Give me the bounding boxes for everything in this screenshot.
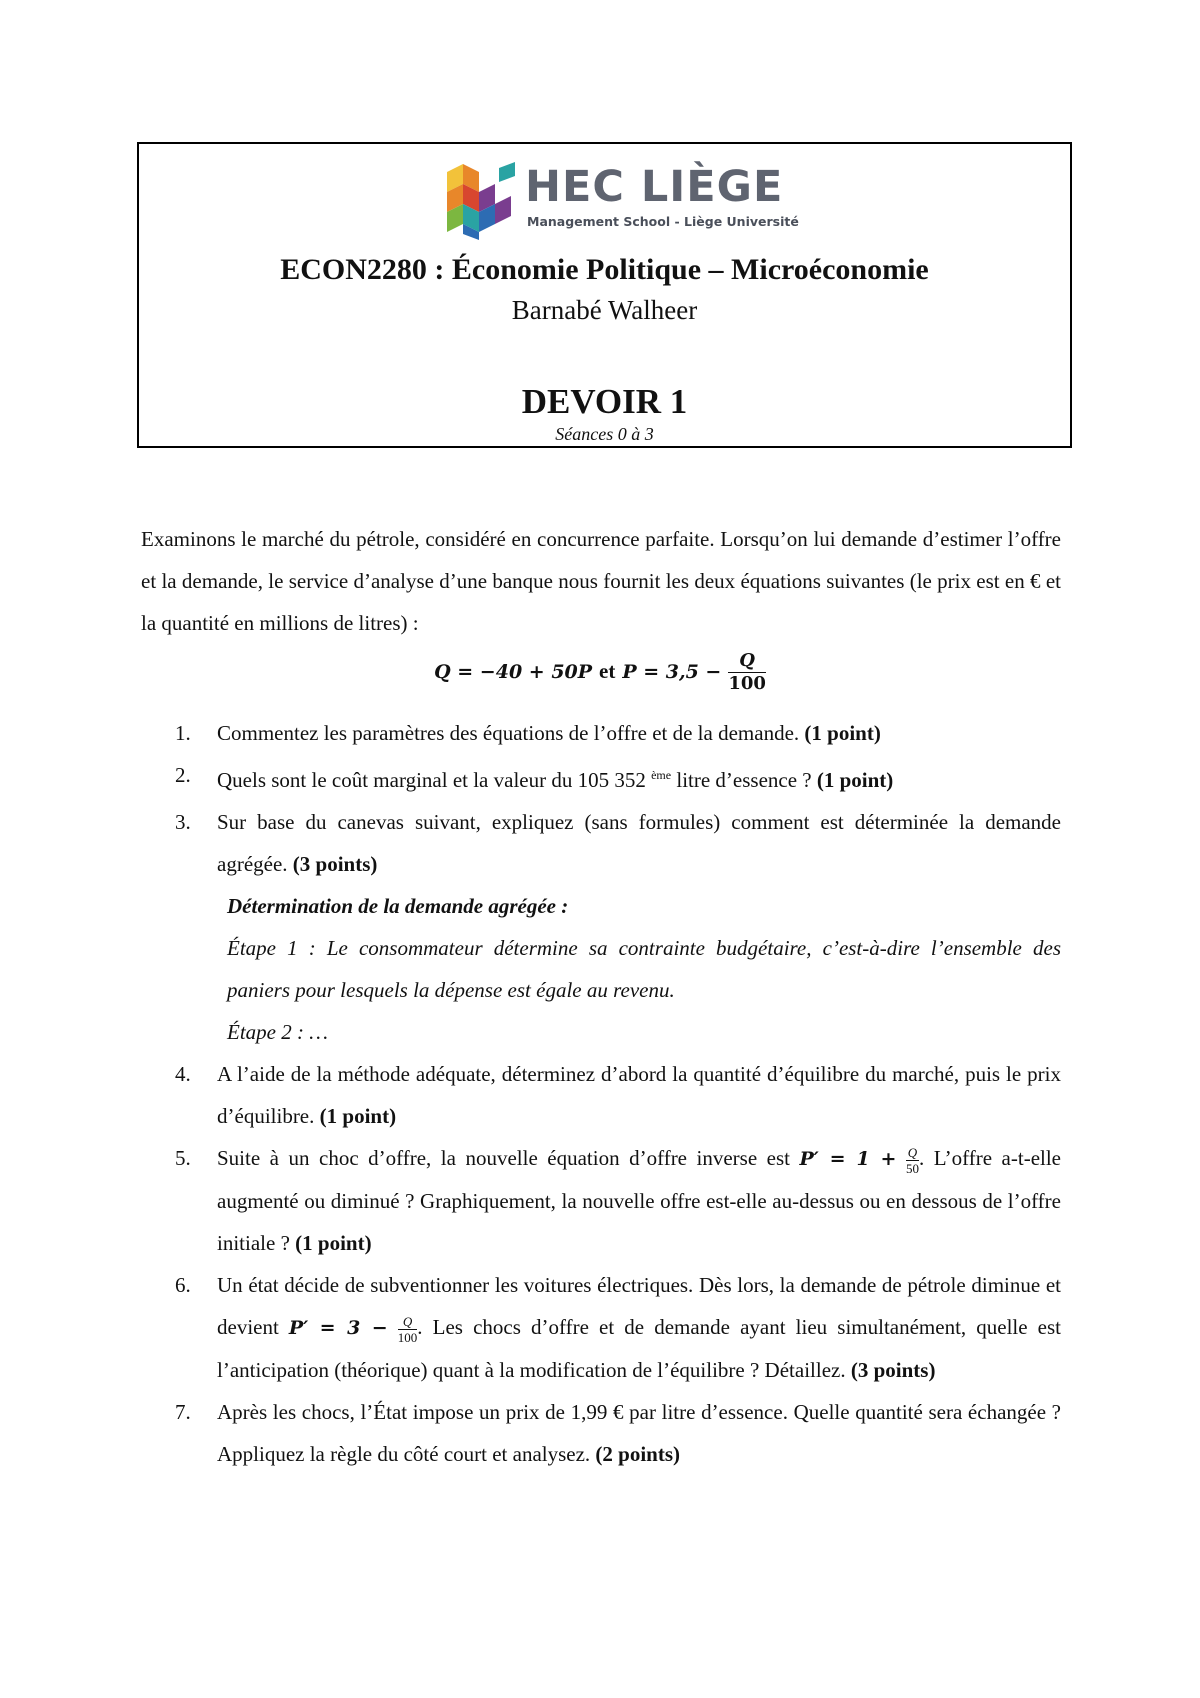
question-item xyxy=(141,1264,1061,1391)
question-points: (2 points) xyxy=(595,1442,681,1466)
question-text: Commentez les paramètres des équations de l’offre et de la demande. xyxy=(217,721,800,745)
question-list xyxy=(141,712,1061,1475)
question-number: 6. xyxy=(175,1273,191,1297)
assignment-subtitle: Séances 0 à 3 xyxy=(555,424,654,444)
new-demand-equation: P′ = 3 − xyxy=(288,1317,388,1339)
hec-liege-logo xyxy=(447,162,799,240)
question-points: (3 points) xyxy=(850,1358,936,1382)
fraction-denominator: 100 xyxy=(397,1329,418,1345)
intro-paragraph: Examinons le marché du pétrole, considéré en concurrence parfaite. Lorsqu’on lui demande d’estimer l’offre et la demande, le service d’analyse d’une banque nous fournit les deux équations suivantes (le prix est en € et la quantité en millions de litres) : xyxy=(141,527,1061,635)
question-text: Suite à un choc d’offre, la nouvelle équation d’offre inverse est xyxy=(217,1146,790,1170)
question-number: 4. xyxy=(175,1062,191,1086)
fraction-numerator: Q xyxy=(739,650,755,671)
canevas-step-1 xyxy=(227,927,1061,1011)
question-points: (1 point) xyxy=(804,721,881,745)
question-item xyxy=(141,801,1061,1053)
question-points: (1 point) xyxy=(295,1231,372,1255)
question-text-cont: litre d’essence ? xyxy=(676,768,812,792)
step-2-label: Étape 2 : xyxy=(227,1020,304,1044)
canevas-heading: Détermination de la demande agrégée : xyxy=(227,894,569,918)
canevas-block xyxy=(217,885,1061,1053)
question-item xyxy=(141,754,1061,801)
logo-name: HEC LIÈGE xyxy=(525,162,784,212)
fraction-denominator: 50 xyxy=(905,1160,919,1176)
question-text: Sur base du canevas suivant, expliquez (sans formules) comment est déterminée la demande agrégée. xyxy=(217,810,1061,876)
new-supply-fraction xyxy=(906,1145,919,1176)
header-box xyxy=(137,142,1072,448)
question-text-cont: . Les chocs d’offre et de demande ayant lieu simultanément, quelle est l’anticipation (théorique) quant à la modification de l’équilibre ? Détaillez. xyxy=(217,1315,1062,1382)
assignment-title: DEVOIR 1 xyxy=(521,382,688,421)
supply-equation: Q = −40 + 50P xyxy=(434,661,593,683)
hec-logo-mark-icon xyxy=(447,162,523,240)
logo-tagline: Management School - Liège Université xyxy=(527,214,799,229)
question-text-cont: . L’offre a-t-elle augmenté ou diminué ? Graphiquement, la nouvelle offre est-elle au-dessus ou en dessous de l’offre initiale ? xyxy=(217,1146,1062,1255)
step-1-text: Le consommateur détermine sa contrainte budgétaire, c’est-à-dire l’ensemble des paniers pour lesquels la dépense est égale au revenu. xyxy=(227,936,1061,1002)
question-item xyxy=(141,1391,1061,1475)
ordinal-superscript: ème xyxy=(651,768,672,782)
new-demand-fraction xyxy=(398,1314,418,1345)
step-1-label: Étape 1 : xyxy=(227,936,316,960)
question-number: 7. xyxy=(175,1400,191,1424)
fraction-numerator: Q xyxy=(907,1144,918,1160)
author-name: Barnabé Walheer xyxy=(511,295,698,325)
question-text: Après les chocs, l’État impose un prix de 1,99 € par litre d’essence. Quelle quantité sera échangée ? Appliquez la règle du côté court et analysez. xyxy=(217,1400,1061,1466)
question-points: (1 point) xyxy=(816,768,894,792)
equation-connector: et xyxy=(599,659,616,683)
question-points: (1 point) xyxy=(319,1104,397,1128)
demand-equation: P = 3,5 − xyxy=(622,661,722,683)
question-text: Un état décide de subventionner les voitures électriques. Dès lors, la demande de pétrole diminue et devient xyxy=(217,1273,1061,1339)
new-supply-equation: P′ = 1 + xyxy=(799,1148,897,1170)
fraction-denominator: 100 xyxy=(728,673,766,694)
question-item xyxy=(141,1053,1061,1137)
question-text: A l’aide de la méthode adéquate, déterminez d’abord la quantité d’équilibre du marché, puis le prix d’équilibre. xyxy=(217,1062,1061,1128)
demand-fraction xyxy=(728,650,766,695)
market-equations xyxy=(0,650,1200,708)
question-text: Quels sont le coût marginal et la valeur du 105 352 xyxy=(217,768,646,792)
canevas-step-2 xyxy=(227,1011,1061,1053)
course-title: ECON2280 : Économie Politique – Microéconomie xyxy=(280,253,929,286)
question-number: 5. xyxy=(175,1146,191,1170)
question-number: 1. xyxy=(175,721,191,745)
question-number: 2. xyxy=(175,763,191,787)
question-item xyxy=(141,1137,1061,1264)
step-2-text: … xyxy=(309,1020,328,1044)
question-item xyxy=(141,712,1061,754)
fraction-numerator: Q xyxy=(402,1313,413,1329)
question-points: (3 points) xyxy=(292,852,378,876)
question-number: 3. xyxy=(175,810,191,834)
